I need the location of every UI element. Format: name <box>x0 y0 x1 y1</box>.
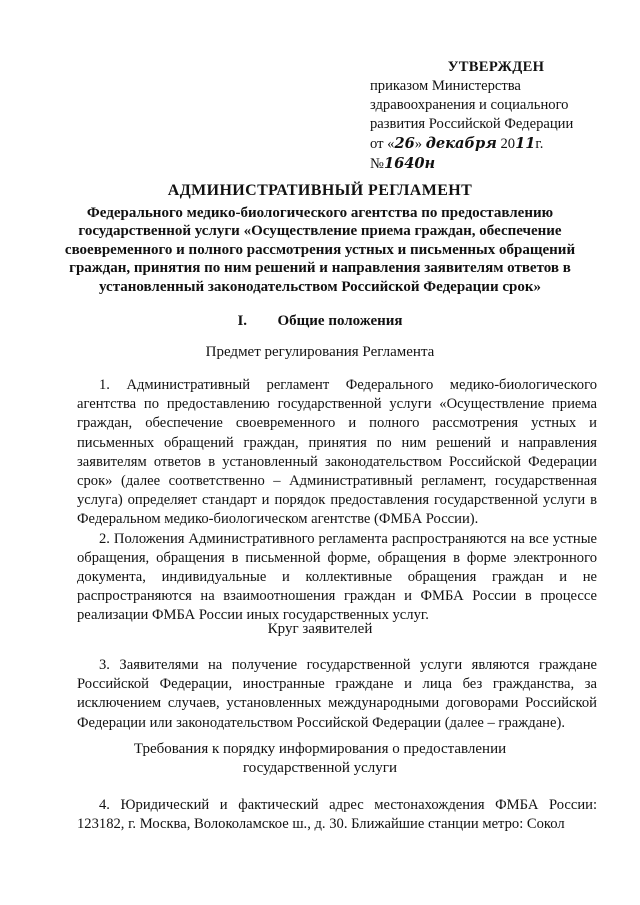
date-year-handwritten: 11 <box>515 135 536 152</box>
paragraphs-1-2 <box>77 376 597 626</box>
approval-date-line <box>370 134 610 174</box>
paragraph-3-block <box>77 656 597 733</box>
approval-line-1: приказом Министерства <box>370 78 521 94</box>
date-year-prefix: 20 <box>496 136 516 152</box>
subheading-applicants: Круг заявителей <box>267 621 373 637</box>
document-subtitle: Федерального медико-биологического агентства по предоставлению государственной услуги «Осуществление приема граждан, обеспечение своевременного и полного рассмотрения устных и письменных обращений граждан, принятия по ним решений и направления заявителям ответов в установленный законодательством Российской Федерации срок» <box>64 204 576 295</box>
section-number: I. <box>237 313 248 329</box>
date-year-suffix: г. № <box>370 136 544 172</box>
paragraph-4: 4. Юридический и фактический адрес местонахождения ФМБА России: 123182, г. Москва, Волоколамское ш., д. 30. Ближайшие станции метро: Сокол <box>77 797 597 833</box>
subheading-requirements-line-1: Требования к порядку информирования о предоставлении <box>133 741 507 757</box>
section-heading <box>60 312 580 331</box>
date-prefix: от « <box>370 136 395 152</box>
paragraph-2: 2. Положения Административного регламента распространяются на все устные обращения, обращения в письменной форме, обращения в форме электронного документа, индивидуальные и коллективные обращения граждан и не распространяются на взаимоотношения граждан и ФМБА России в процессе реализации ФМБА России иных государственных услуг. <box>77 530 597 624</box>
section-title: Общие положения <box>277 313 403 329</box>
approval-line-3: развития Российской Федерации <box>370 116 574 132</box>
subheading-requirements <box>60 740 580 778</box>
date-day-handwritten: 26 <box>394 135 415 152</box>
subheading-requirements-line-2: государственной услуги <box>243 760 397 776</box>
subheading-subject: Предмет регулирования Регламента <box>205 344 435 360</box>
paragraph-1: 1. Административный регламент Федерального медико-биологического агентства по предоставлению государственной услуги «Осуществление приема граждан, обеспечение своевременного и полного рассмотрения устных и письменных обращений граждан, принятия по ним решений и направления заявителям ответов в установленный законодательством Российской Федерации срок» (далее соответственно – Административный регламент, государственная услуга) определяет стандарт и порядок предоставления государственной услуги в Федеральном медико-биологическом агентстве (ФМБА России). <box>77 377 597 528</box>
date-month-handwritten: декабря <box>425 135 497 152</box>
date-mid: » <box>414 136 426 152</box>
approval-line-2: здравоохранения и социального <box>370 97 569 113</box>
approval-stamp <box>370 58 610 174</box>
approval-title: УТВЕРЖДЕН <box>447 59 545 75</box>
document-title: АДМИНИСТРАТИВНЫЙ РЕГЛАМЕНТ <box>167 182 473 199</box>
paragraph-4-block <box>77 796 597 834</box>
order-number-handwritten: 1640н <box>383 155 436 172</box>
paragraph-3: 3. Заявителями на получение государственной услуги являются граждане Российской Федерации, иностранные граждане и лица без гражданства, за исключением случаев, установленных международными договорами Российской Федерации или законодательством Российской Федерации (далее – граждане). <box>77 657 597 731</box>
document-title-block <box>60 182 580 297</box>
